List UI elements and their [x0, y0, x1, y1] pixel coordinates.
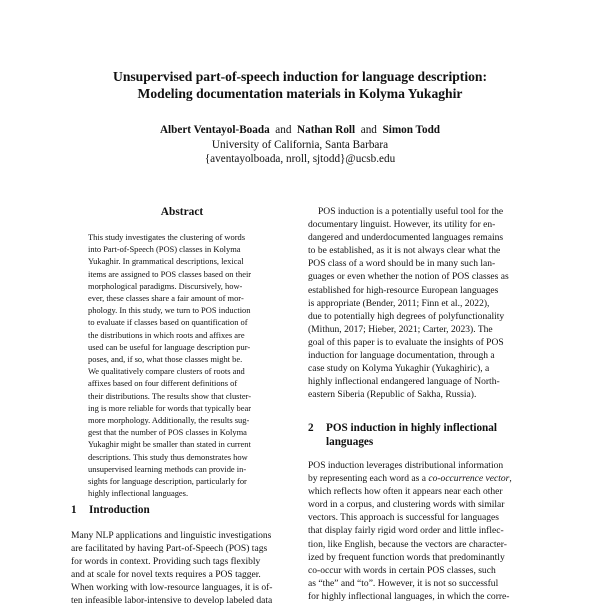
text-line: due to potentially high degrees of polyfunctionality — [308, 310, 505, 322]
abstract-line: sights for language description, particularly for — [88, 476, 247, 487]
author-block — [40, 123, 560, 167]
section-title-line: languages — [326, 436, 374, 448]
text-line — [308, 485, 530, 498]
text-line — [308, 590, 530, 603]
abstract-line: gest that the number of POS classes in Kolyma — [88, 427, 247, 438]
section-heading — [308, 421, 530, 449]
abstract-line: Yukaghir might be smaller than stated in current — [88, 439, 251, 450]
text-run: by representing each word as a — [308, 473, 429, 485]
text-line: POS induction is a potentially useful tool for the — [318, 206, 504, 217]
text-line: highly inflectional endangered language of North- — [308, 376, 500, 388]
abstract-line: unsupervised learning methods can provide in- — [88, 463, 247, 474]
title-line: Unsupervised part-of-speech induction for language description: — [113, 69, 487, 84]
abstract-line: Yukaghir. In grammatical descriptions, lexical — [88, 256, 244, 267]
abstract-line: morphological paradigms. Discursively, how- — [88, 280, 243, 291]
text-line — [308, 459, 530, 472]
text-line: Many NLP applications and linguistic investigations — [71, 530, 272, 541]
paper-title — [40, 68, 560, 102]
intro-paragraph — [308, 205, 530, 401]
title-line: Modeling documentation materials in Kolyma Yukaghir — [137, 86, 463, 101]
author-name: Simon Todd — [382, 124, 441, 136]
text-line: documentary linguist. However, its utility for en- — [308, 219, 496, 231]
section-title-line: POS induction in highly inflectional — [326, 422, 497, 434]
emphasis-term: co-occurrence vector — [428, 473, 510, 485]
text-line — [308, 498, 530, 511]
abstract-line: This study investigates the clustering of words — [88, 232, 246, 242]
text-line: and at scale for novel texts requires a POS tagger. — [71, 569, 261, 581]
text-line: dangered and underdocumented languages remains — [308, 232, 504, 244]
text-line: to be established, as it is not always clear what the — [308, 245, 501, 257]
text-run: ized by frequent function words that predominantly — [308, 551, 505, 563]
author-names — [40, 123, 560, 138]
section-title: Introduction — [89, 504, 150, 516]
text-run: vectors. This approach is successful for languages — [308, 512, 499, 524]
section-number: 2 — [308, 422, 314, 434]
text-line: eastern Siberia (Republic of Sakha, Russia). — [308, 389, 477, 401]
abstract-section — [71, 205, 293, 499]
text-line — [308, 538, 530, 551]
email: {aventayolboada, nroll, sjtodd}@ucsb.edu — [204, 153, 396, 165]
text-line — [308, 511, 530, 524]
author-conjunction: and — [275, 124, 292, 136]
text-run: that display fairly rigid word order and little inflec- — [308, 525, 504, 537]
section-number: 1 — [71, 504, 77, 516]
text-line — [308, 577, 530, 590]
author-name: Nathan Roll — [297, 124, 356, 136]
text-line: for words in context. Providing such tags flexibly — [71, 556, 261, 568]
text-run: tion, like English, because the vectors are character- — [308, 538, 507, 550]
text-run: co-occur with words in certain POS classes, such — [308, 564, 496, 576]
abstract-heading: Abstract — [160, 206, 204, 218]
abstract-line: used can be useful for language description pur- — [88, 341, 251, 352]
text-line — [308, 551, 530, 564]
text-line: POS class of a word should be in many such lan- — [308, 258, 496, 270]
section-heading — [71, 503, 150, 517]
text-line: (Mithun, 2017; Hieber, 2021; Carter, 2023). The — [308, 323, 493, 335]
text-run: which reflects how often it appears near each other — [308, 486, 503, 498]
abstract-line: phology. In this study, we turn to POS induction — [88, 305, 251, 316]
text-run: as “the” and “to”. However, it is not so successful — [308, 577, 499, 589]
text-line: goal of this paper is to evaluate the insights of POS — [308, 336, 504, 348]
abstract-line: ing is more reliable for words that typically bear — [88, 402, 252, 413]
author-name: Albert Ventayol-Boada — [159, 124, 270, 136]
text-run: word in a corpus, and clustering words with similar — [308, 499, 505, 511]
abstract-line: items are assigned to POS classes based on their — [88, 268, 252, 279]
abstract-line: highly inflectional languages. — [88, 488, 189, 499]
text-line: are facilitated by having Part-of-Speech (POS) tags — [71, 543, 268, 555]
abstract-line: to evaluate if classes based on quantification of — [88, 317, 248, 328]
text-run: for highly inflectional languages, in which the corre- — [308, 590, 510, 602]
abstract-line: poses, and, if so, what those classes might be. — [88, 354, 243, 365]
text-line — [308, 564, 530, 577]
text-line: case study on Kolyma Yukaghir (Yukaghiric), a — [308, 363, 490, 375]
abstract-line: the distributions in which roots and affixes are — [88, 329, 245, 340]
text-line: established for high-resource European languages — [308, 284, 499, 296]
abstract-line: ever, these classes share a fair amount of mor- — [88, 293, 244, 304]
text-line: is appropriate (Bender, 2011; Finn et al., 2022), — [308, 297, 490, 309]
text-line — [308, 472, 530, 485]
text-line: guages or even whether the notion of POS classes as — [308, 271, 509, 283]
text-line — [308, 524, 530, 537]
abstract-line: their distributions. The results show that cluster- — [88, 390, 252, 401]
abstract-line: descriptions. This study thus demonstrates how — [88, 451, 248, 462]
text-line: When working with low-resource languages, it is of- — [71, 582, 273, 594]
section-body — [308, 459, 530, 603]
author-conjunction: and — [360, 124, 377, 136]
text-line: ten infeasible labor-intensive to develop labeled data — [71, 595, 273, 607]
abstract-line: into Part-of-Speech (POS) classes in Kolyma — [88, 244, 241, 255]
text-run: , — [509, 473, 512, 485]
abstract-line: We qualitatively compare clusters of roots and — [88, 366, 245, 377]
affiliation: University of California, Santa Barbara — [211, 138, 389, 151]
abstract-line: more morphology. Additionally, the results sug- — [88, 415, 250, 426]
abstract-body — [88, 231, 276, 499]
section-body — [71, 529, 293, 608]
text-run: POS induction leverages distributional information — [308, 460, 504, 471]
abstract-line: affixes based on four different definitions of — [88, 378, 238, 389]
text-line: induction for language documentation, through a — [308, 350, 495, 362]
